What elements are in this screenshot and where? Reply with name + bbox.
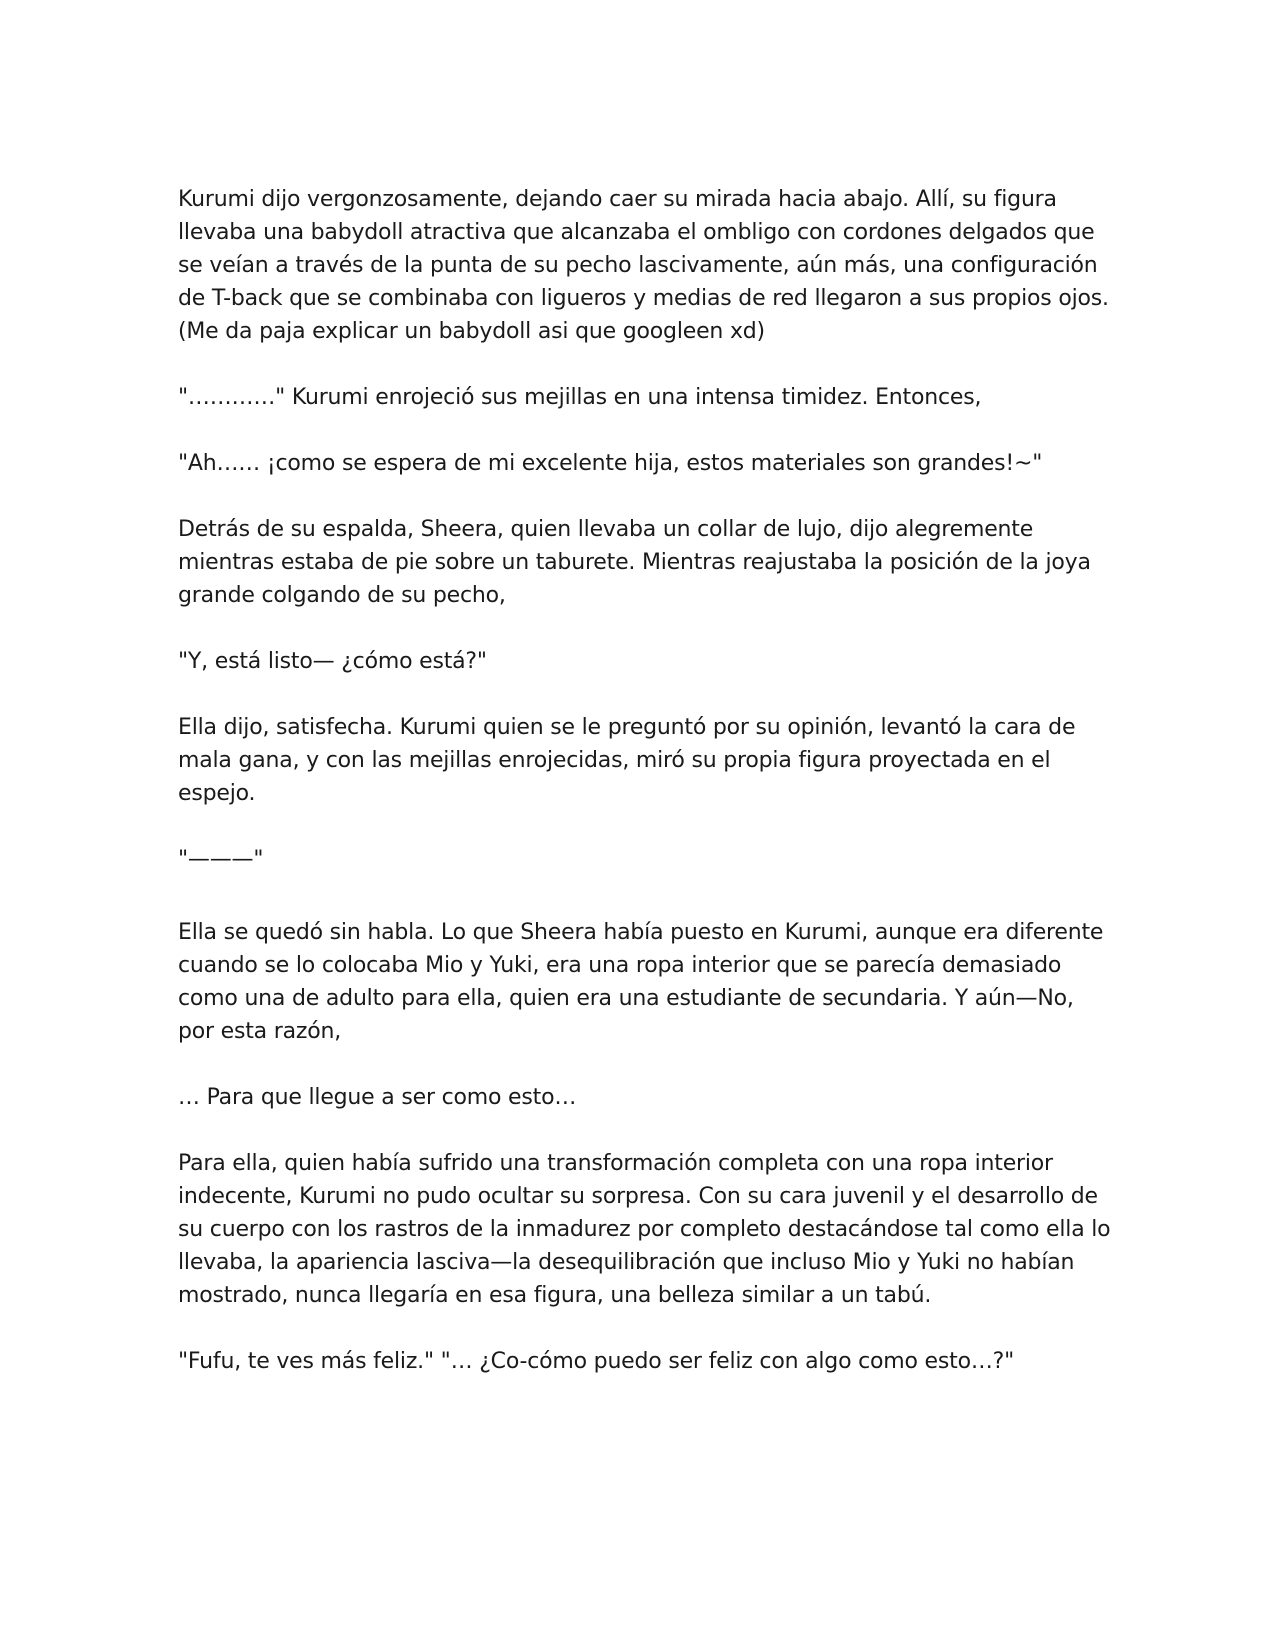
paragraph-7: "———" <box>178 847 264 872</box>
paragraph-9: … Para que llegue a ser como esto… <box>178 1085 577 1110</box>
paragraph-2: "…………" Kurumi enrojeció sus mejillas en una intensa timidez. Entonces, <box>178 385 982 410</box>
paragraph-8: Ella se quedó sin habla. Lo que Sheera había puesto en Kurumi, aunque era diferente cuando se lo colocaba Mio y Yuki, era una ropa interior que se parecía demasiado como una de adulto para ella, quien era una estudiante de secundaria. Y aún—No, por esta razón, <box>178 920 1104 1044</box>
paragraph-3: "Ah…… ¡como se espera de mi excelente hija, estos materiales son grandes!~" <box>178 451 1043 476</box>
paragraph-4: Detrás de su espalda, Sheera, quien llevaba un collar de lujo, dijo alegremente mientras estaba de pie sobre un taburete. Mientras reajustaba la posición de la joya grande colgando de su pecho, <box>178 517 1091 608</box>
paragraph-1: Kurumi dijo vergonzosamente, dejando caer su mirada hacia abajo. Allí, su figura llevaba una babydoll atractiva que alcanzaba el ombligo con cordones delgados que se veían a través de la punta de su pecho lascivamente, aún más, una configuración de T-back que se combinaba con ligueros y medias de red llegaron a sus propios ojos. (Me da paja explicar un babydoll asi que googleen xd) <box>178 187 1109 344</box>
paragraph-11: "Fufu, te ves más feliz." "… ¿Co-cómo puedo ser feliz con algo como esto…?" <box>178 1349 1015 1374</box>
paragraph-5: "Y, está listo— ¿cómo está?" <box>178 649 487 674</box>
paragraph-10: Para ella, quien había sufrido una transformación completa con una ropa interior indecente, Kurumi no pudo ocultar su sorpresa. Con su cara juvenil y el desarrollo de su cuerpo con los rastros de la inmadurez por completo destacándose tal como ella lo llevaba, la apariencia lasciva—la desequilibración que incluso Mio y Yuki no habían mostrado, nunca llegaría en esa figura, una belleza similar a un tabú. <box>178 1151 1111 1308</box>
paragraph-6: Ella dijo, satisfecha. Kurumi quien se le preguntó por su opinión, levantó la cara de mala gana, y con las mejillas enrojecidas, miró su propia figura proyectada en el espejo. <box>178 715 1076 806</box>
document-body <box>178 183 1113 1411</box>
